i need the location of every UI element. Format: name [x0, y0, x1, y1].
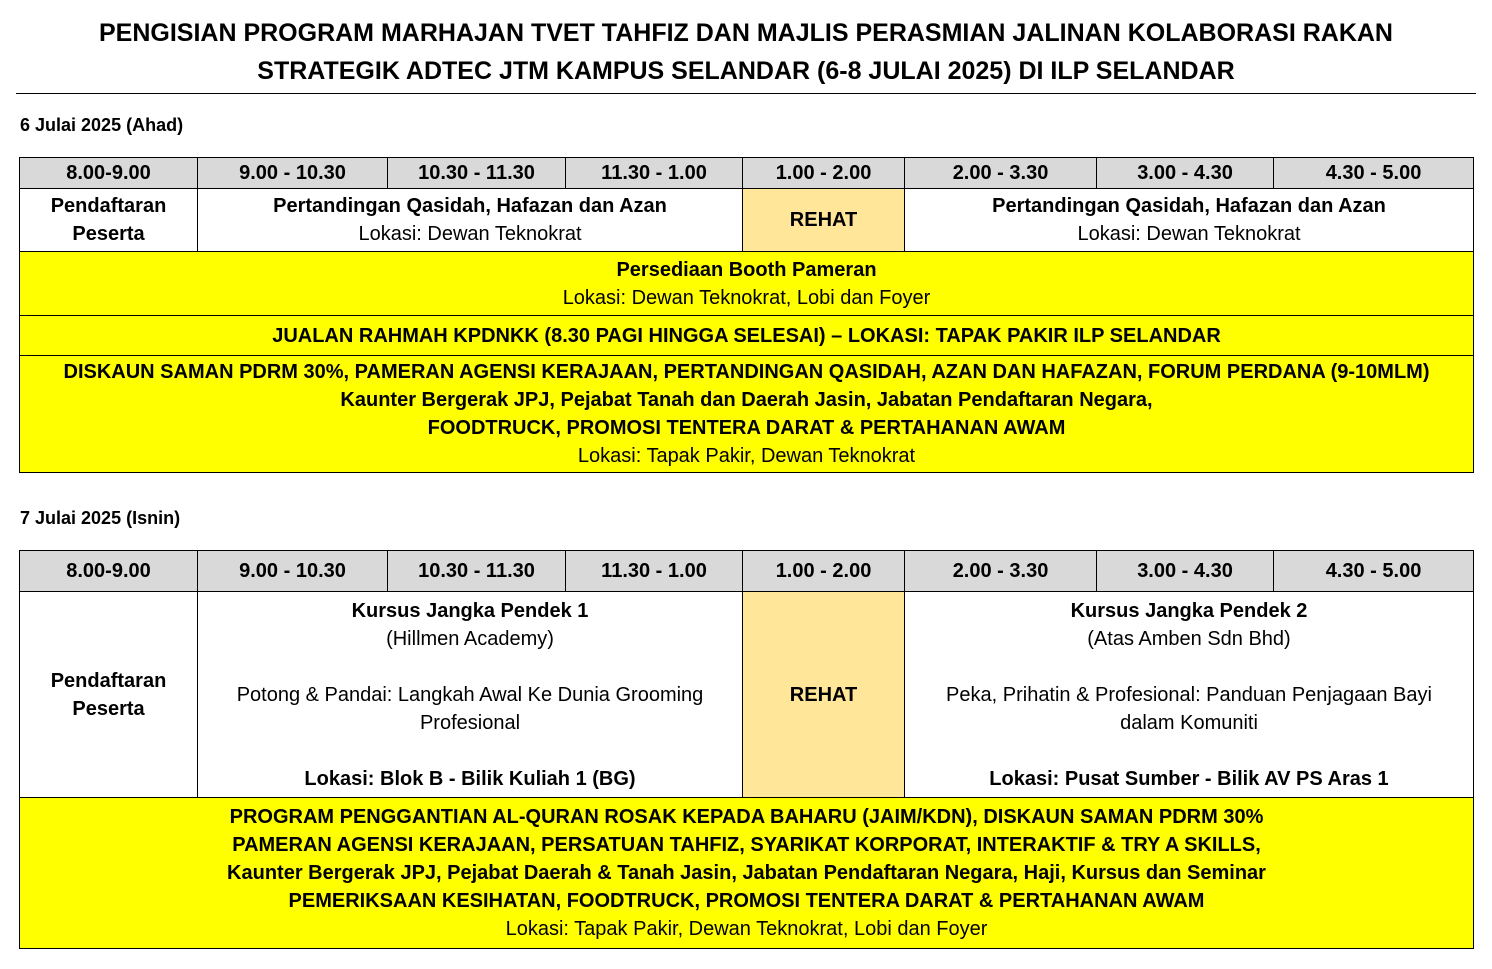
day1-session-row	[20, 189, 1474, 252]
day1-schedule-table	[19, 157, 1474, 473]
registration-label: Pendaftaran	[50, 195, 167, 217]
day2-schedule-table	[19, 550, 1474, 949]
course-location: Lokasi: Pusat Sumber - Bilik AV PS Aras 1	[989, 767, 1389, 790]
booth-setup-cell	[20, 252, 1474, 316]
jualan-rahmah-cell: JUALAN RAHMAH KPDNKK (8.30 PAGI HINGGA SELESAI) – LOKASI: TAPAK PAKIR ILP SELANDAR	[20, 316, 1474, 356]
time-slot-header: 9.00 - 10.30	[198, 158, 388, 189]
time-slot-header: 4.30 - 5.00	[1274, 551, 1474, 592]
session-title: Pertandingan Qasidah, Hafazan dan Azan	[273, 195, 667, 217]
registration-cell	[20, 592, 198, 798]
day1-jualan-row	[20, 316, 1474, 356]
course-description: Potong & Pandai: Langkah Awal Ke Dunia Grooming	[236, 683, 704, 706]
time-slot-header: 2.00 - 3.30	[905, 158, 1097, 189]
registration-label: Peserta	[72, 697, 145, 720]
day2-heading: 7 Julai 2025 (Isnin)	[20, 508, 181, 528]
activity-location: Lokasi: Tapak Pakir, Dewan Teknokrat	[577, 445, 916, 467]
activity-line: PAMERAN AGENSI KERAJAAN, PERSATUAN TAHFIZ, SYARIKAT KORPORAT, INTERAKTIF & TRY A SKILLS,	[232, 834, 1261, 856]
course-description: Profesional	[419, 711, 521, 734]
morning-session-cell	[198, 189, 743, 252]
course-description: Peka, Prihatin & Profesional: Panduan Penjagaan Bayi	[946, 683, 1432, 706]
registration-label: Pendaftaran	[50, 669, 167, 692]
activities-cell	[20, 356, 1474, 473]
course-description: dalam Komuniti	[1120, 711, 1258, 734]
afternoon-session-cell	[905, 189, 1474, 252]
registration-label: Peserta	[72, 223, 145, 245]
session-title: Pertandingan Qasidah, Hafazan dan Azan	[992, 195, 1386, 217]
activity-line: Kaunter Bergerak JPJ, Pejabat Daerah & Tanah Jasin, Jabatan Pendaftaran Negara, Haji, Kursus dan Seminar	[227, 862, 1266, 884]
day1-booth-row	[20, 252, 1474, 316]
day1-activities-row	[20, 356, 1474, 473]
title-line-2: STRATEGIK ADTEC JTM KAMPUS SELANDAR (6-8 JULAI 2025) DI ILP SELANDAR	[257, 57, 1235, 85]
course-provider: (Atas Amben Sdn Bhd)	[1087, 627, 1291, 650]
page-title	[20, 14, 1472, 90]
activities-cell	[20, 798, 1474, 949]
time-slot-header: 10.30 - 11.30	[388, 551, 566, 592]
day1-time-header-row	[20, 158, 1474, 189]
time-slot-header: 4.30 - 5.00	[1274, 158, 1474, 189]
activity-line: DISKAUN SAMAN PDRM 30%, PAMERAN AGENSI KERAJAAN, PERTANDINGAN QASIDAH, AZAN DAN HAFAZAN, FORUM PERDANA (9-10MLM)	[63, 361, 1430, 383]
break-cell: REHAT	[743, 189, 905, 252]
time-slot-header: 1.00 - 2.00	[743, 551, 905, 592]
course-title: Kursus Jangka Pendek 1	[351, 599, 589, 622]
session-location: Lokasi: Dewan Teknokrat	[358, 223, 582, 245]
time-slot-header: 3.00 - 4.30	[1097, 158, 1274, 189]
time-slot-header: 10.30 - 11.30	[388, 158, 566, 189]
booth-location: Lokasi: Dewan Teknokrat, Lobi dan Foyer	[562, 286, 931, 309]
time-slot-header: 3.00 - 4.30	[1097, 551, 1274, 592]
time-slot-header: 11.30 - 1.00	[566, 158, 743, 189]
course2-cell	[905, 592, 1474, 798]
day1-heading: 6 Julai 2025 (Ahad)	[20, 115, 184, 135]
course-location: Lokasi: Blok B - Bilik Kuliah 1 (BG)	[304, 767, 636, 790]
title-divider	[16, 93, 1476, 94]
activity-location: Lokasi: Tapak Pakir, Dewan Teknokrat, Lobi dan Foyer	[505, 918, 988, 940]
session-location: Lokasi: Dewan Teknokrat	[1077, 223, 1301, 245]
day2-session-row	[20, 592, 1474, 798]
course-title: Kursus Jangka Pendek 2	[1070, 599, 1308, 622]
time-slot-header: 9.00 - 10.30	[198, 551, 388, 592]
time-slot-header: 2.00 - 3.30	[905, 551, 1097, 592]
time-slot-header: 11.30 - 1.00	[566, 551, 743, 592]
time-slot-header: 1.00 - 2.00	[743, 158, 905, 189]
title-line-1: PENGISIAN PROGRAM MARHAJAN TVET TAHFIZ DAN MAJLIS PERASMIAN JALINAN KOLABORASI RAKAN	[98, 19, 1393, 47]
activity-line: PEMERIKSAAN KESIHATAN, FOODTRUCK, PROMOSI TENTERA DARAT & PERTAHANAN AWAM	[288, 890, 1205, 912]
activity-line: FOODTRUCK, PROMOSI TENTERA DARAT & PERTAHANAN AWAM	[427, 417, 1066, 439]
course-provider: (Hillmen Academy)	[386, 627, 554, 650]
registration-cell	[20, 189, 198, 252]
break-cell: REHAT	[743, 592, 905, 798]
day2-time-header-row	[20, 551, 1474, 592]
day2-activities-row	[20, 798, 1474, 949]
time-slot-header: 8.00-9.00	[20, 158, 198, 189]
course1-cell	[198, 592, 743, 798]
activity-line: PROGRAM PENGGANTIAN AL-QURAN ROSAK KEPADA BAHARU (JAIM/KDN), DISKAUN SAMAN PDRM 30%	[229, 806, 1264, 828]
time-slot-header: 8.00-9.00	[20, 551, 198, 592]
activity-line: Kaunter Bergerak JPJ, Pejabat Tanah dan Daerah Jasin, Jabatan Pendaftaran Negara,	[340, 389, 1153, 411]
booth-title: Persediaan Booth Pameran	[616, 258, 877, 281]
